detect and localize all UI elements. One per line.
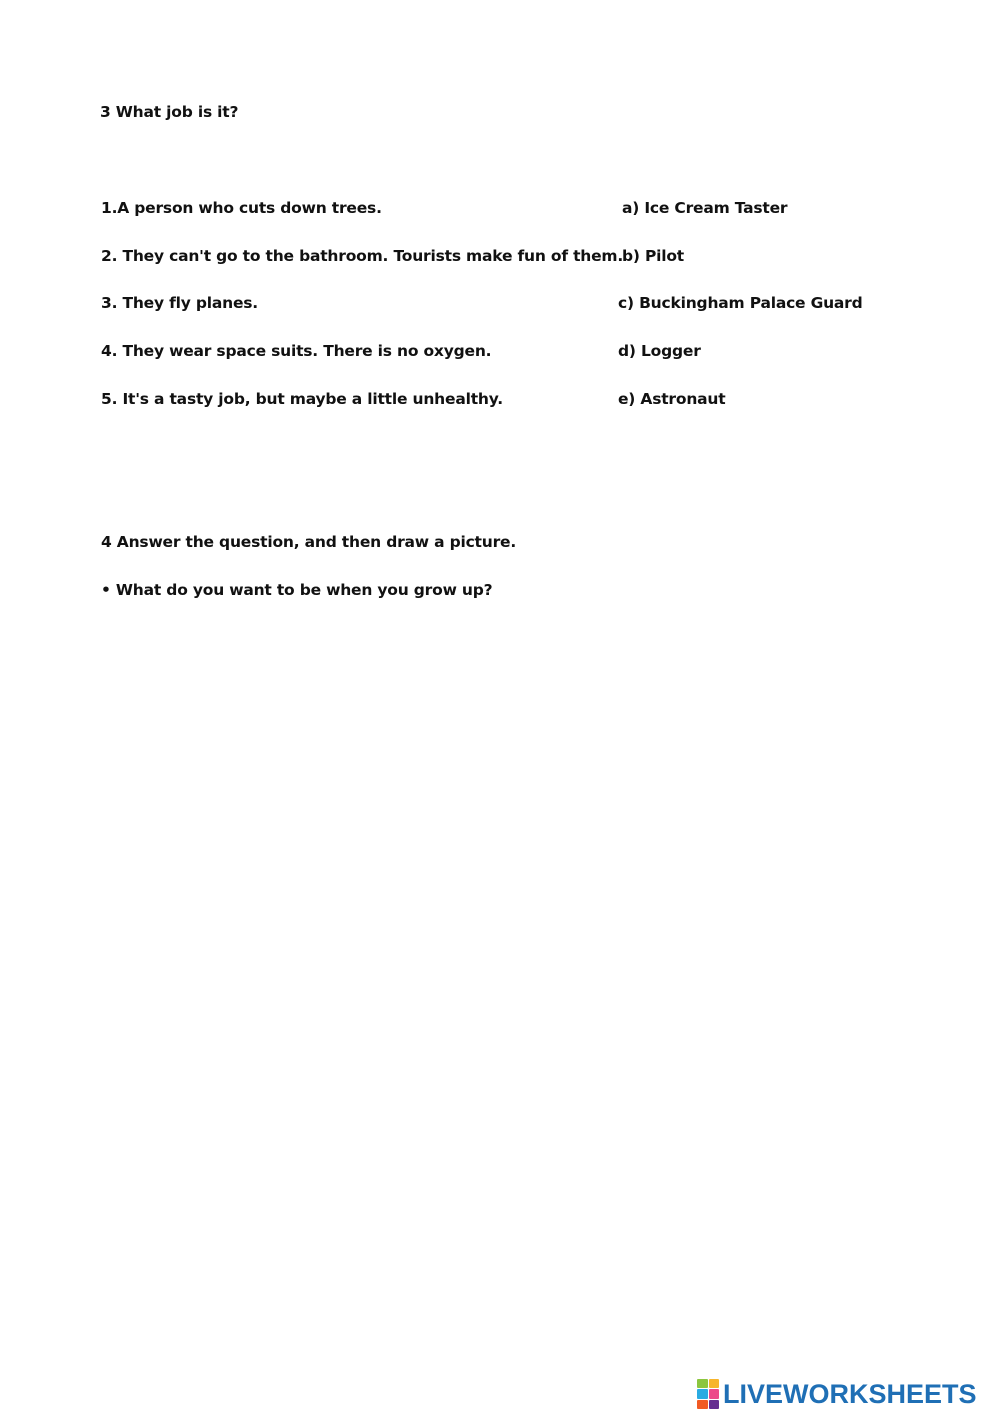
section-3-heading: 3 What job is it? [100,103,239,121]
section-4-prompt: • What do you want to be when you grow up? [101,581,493,599]
liveworksheets-watermark [697,1376,977,1412]
answer-option-a: a) Ice Cream Taster [622,199,788,217]
question-1: 1.A person who cuts down trees. [101,199,382,217]
logo-tile [697,1389,708,1398]
answer-option-c: c) Buckingham Palace Guard [618,294,863,312]
liveworksheets-wordmark: LIVEWORKSHEETS [723,1379,977,1409]
answer-option-d: d) Logger [618,342,701,360]
answer-option-e: e) Astronaut [618,390,726,408]
logo-tile [709,1389,720,1398]
question-4: 4. They wear space suits. There is no oxygen. [101,342,492,360]
logo-tile [709,1400,720,1409]
question-2: 2. They can't go to the bathroom. Tourists make fun of them. [101,247,624,265]
liveworksheets-logo-icon [697,1379,719,1409]
question-5: 5. It's a tasty job, but maybe a little unhealthy. [101,390,503,408]
answer-option-b: b) Pilot [622,247,685,265]
question-3: 3. They fly planes. [101,294,258,312]
section-4-heading: 4 Answer the question, and then draw a picture. [101,533,517,551]
logo-tile [709,1379,720,1388]
logo-tile [697,1379,708,1388]
logo-tile [697,1400,708,1409]
